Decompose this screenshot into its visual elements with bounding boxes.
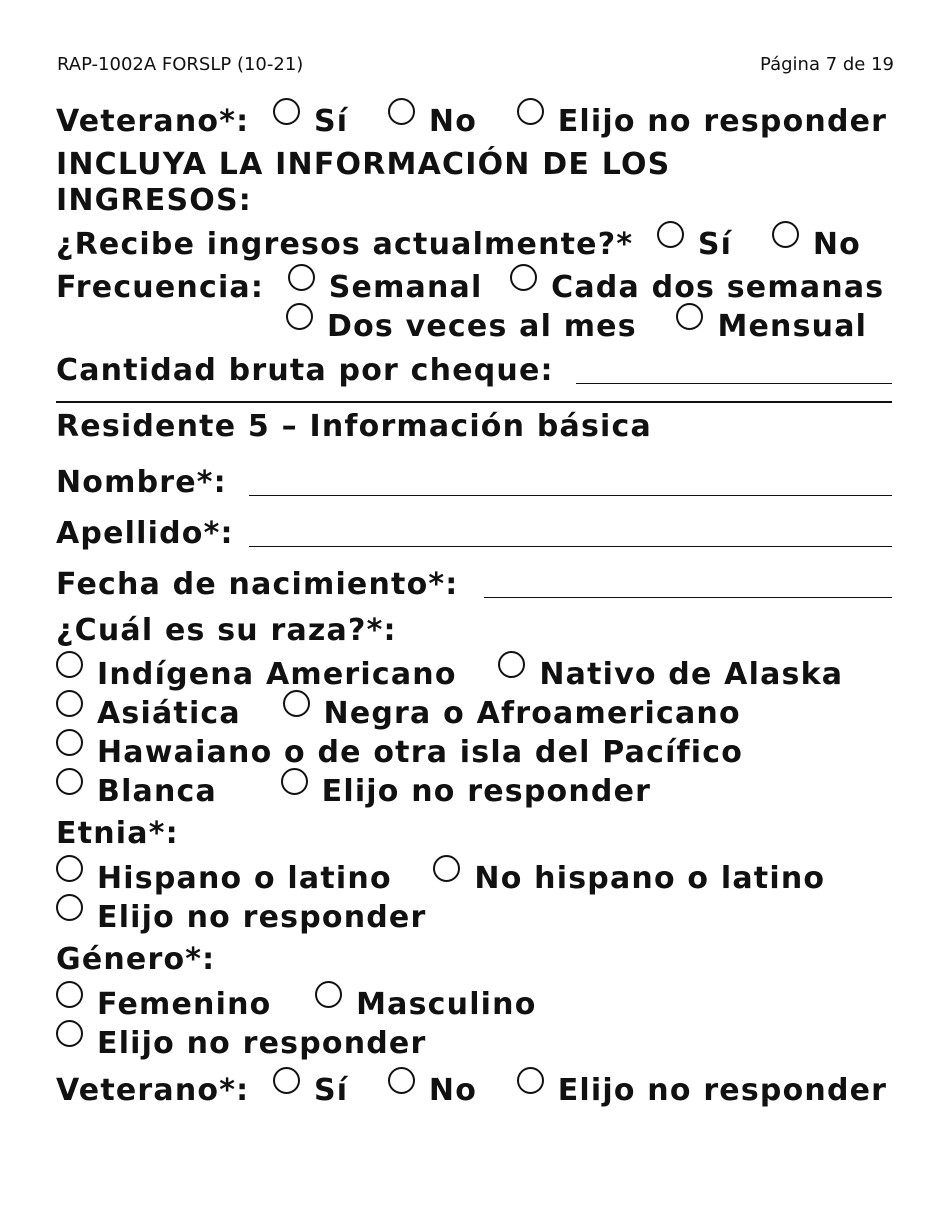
dob-label: Fecha de nacimiento*: (56, 567, 459, 602)
race-decline-option[interactable]: Elijo no responder (281, 768, 651, 810)
section-title: Residente 5 – Información básica (56, 409, 652, 444)
frequency-weekly-option[interactable]: Semanal (288, 264, 483, 306)
radio-icon[interactable] (56, 690, 83, 717)
income-heading-line2: INGRESOS: (56, 183, 253, 218)
race-row-1 (56, 651, 892, 693)
radio-icon[interactable] (56, 651, 83, 678)
race-asian-option[interactable]: Asiática (56, 690, 241, 732)
frequency-twice-monthly-option[interactable]: Dos veces al mes (286, 303, 637, 345)
receives-income-label: ¿Recibe ingresos actualmente?* (56, 227, 634, 262)
last-name-label: Apellido*: (56, 516, 234, 551)
race-row-4 (56, 768, 892, 810)
ethnicity-label: Etnia*: (56, 816, 179, 851)
gender-female-option[interactable]: Femenino (56, 981, 271, 1023)
ethnicity-row-1 (56, 855, 892, 897)
radio-icon[interactable] (281, 768, 308, 795)
race-row-2 (56, 690, 892, 732)
radio-icon[interactable] (273, 98, 300, 125)
radio-icon[interactable] (56, 729, 83, 756)
gender-decline-option[interactable]: Elijo no responder (56, 1020, 426, 1062)
radio-icon[interactable] (56, 894, 83, 921)
radio-icon[interactable] (388, 98, 415, 125)
race-white-option[interactable]: Blanca (56, 768, 217, 810)
veteran-decline-option[interactable]: Elijo no responder (517, 98, 887, 140)
radio-icon[interactable] (56, 981, 83, 1008)
gender-row-2 (56, 1020, 892, 1062)
veteran-yes-option[interactable]: Sí (273, 98, 348, 140)
first-name-label: Nombre*: (56, 465, 227, 500)
radio-icon[interactable] (286, 303, 313, 330)
radio-icon[interactable] (283, 690, 310, 717)
veteran-no-option[interactable]: No (388, 98, 477, 140)
race-label: ¿Cuál es su raza?*: (56, 613, 397, 648)
ethnicity-hispanic-option[interactable]: Hispano o latino (56, 855, 392, 897)
last-name-input-line[interactable] (249, 546, 892, 547)
race-alaska-native-option[interactable]: Nativo de Alaska (498, 651, 843, 693)
first-name-input-line[interactable] (249, 495, 892, 496)
income-heading-line1: INCLUYA LA INFORMACIÓN DE LOS (56, 147, 671, 182)
gross-amount-input-line[interactable] (576, 383, 892, 384)
dob-input-line[interactable] (484, 597, 892, 598)
section-divider (56, 401, 892, 403)
gender-row-1 (56, 981, 892, 1023)
radio-icon[interactable] (772, 221, 799, 248)
gross-amount-label: Cantidad bruta por cheque: (56, 353, 554, 388)
frequency-label: Frecuencia: (56, 270, 265, 305)
radio-icon[interactable] (288, 264, 315, 291)
radio-icon[interactable] (315, 981, 342, 1008)
radio-icon[interactable] (273, 1067, 300, 1094)
frequency-monthly-option[interactable]: Mensual (676, 303, 867, 345)
radio-icon[interactable] (498, 651, 525, 678)
ethnicity-row-2 (56, 894, 892, 936)
radio-icon[interactable] (56, 768, 83, 795)
veteran-no-option[interactable]: No (388, 1067, 477, 1109)
ethnicity-non-hispanic-option[interactable]: No hispano o latino (433, 855, 825, 897)
radio-icon[interactable] (517, 1067, 544, 1094)
frequency-biweekly-option[interactable]: Cada dos semanas (510, 264, 884, 306)
veteran-label: Veterano*: (56, 1073, 250, 1108)
radio-icon[interactable] (657, 221, 684, 248)
radio-icon[interactable] (56, 855, 83, 882)
veteran-yes-option[interactable]: Sí (273, 1067, 348, 1109)
receives-income-no-option[interactable]: No (772, 221, 861, 263)
radio-icon[interactable] (510, 264, 537, 291)
radio-icon[interactable] (433, 855, 460, 882)
radio-icon[interactable] (517, 98, 544, 125)
veteran-row (56, 1067, 892, 1109)
race-black-option[interactable]: Negra o Afroamericano (283, 690, 741, 732)
frequency-row (56, 264, 892, 306)
page-number: Página 7 de 19 (760, 54, 894, 75)
receives-income-yes-option[interactable]: Sí (657, 221, 732, 263)
race-american-indian-option[interactable]: Indígena Americano (56, 651, 457, 693)
form-id: RAP-1002A FORSLP (10-21) (57, 54, 304, 75)
veteran-label: Veterano*: (56, 104, 250, 139)
radio-icon[interactable] (676, 303, 703, 330)
race-row-3 (56, 729, 892, 771)
veteran-decline-option[interactable]: Elijo no responder (517, 1067, 887, 1109)
ethnicity-decline-option[interactable]: Elijo no responder (56, 894, 426, 936)
gender-male-option[interactable]: Masculino (315, 981, 536, 1023)
radio-icon[interactable] (56, 1020, 83, 1047)
frequency-row-2 (286, 303, 867, 345)
receives-income-row (56, 221, 892, 263)
gender-label: Género*: (56, 942, 216, 977)
veteran-row-prev (56, 98, 892, 140)
radio-icon[interactable] (388, 1067, 415, 1094)
race-pacific-islander-option[interactable]: Hawaiano o de otra isla del Pacífico (56, 729, 743, 771)
